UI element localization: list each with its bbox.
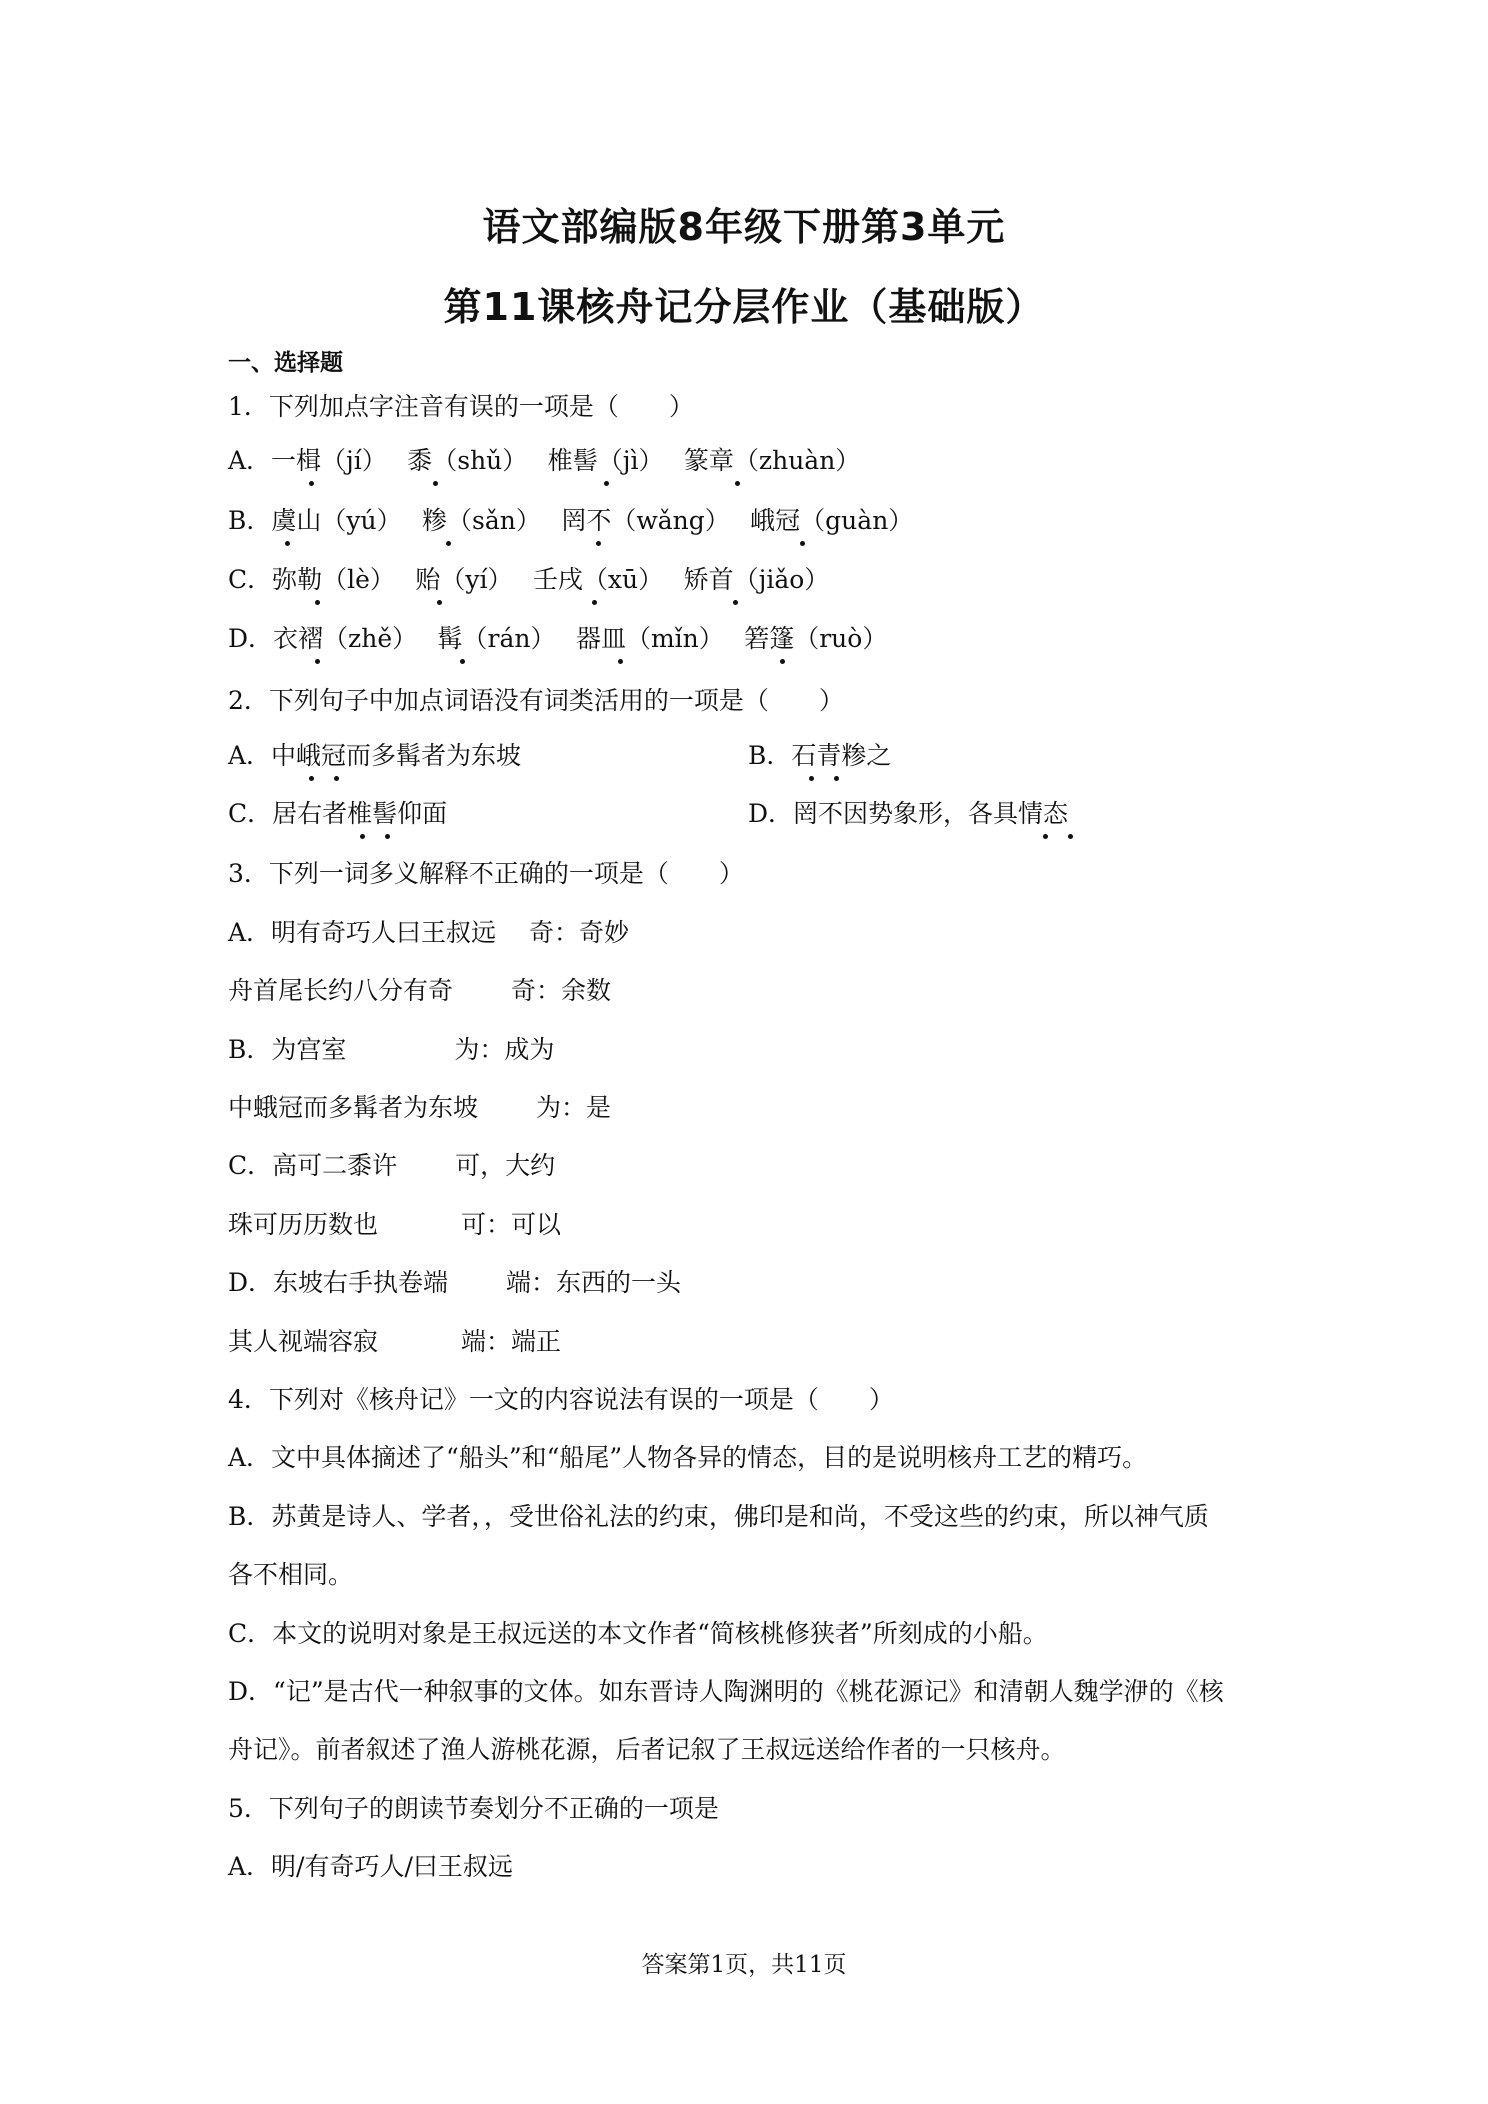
doc-title-line1: 语文部编版8年级下册第3单元: [482, 205, 1006, 249]
q4-stem: 4．下列对《核舟记》一文的内容说法有误的一项是（ ）: [228, 1385, 894, 1414]
emphasis-dot: [315, 659, 320, 664]
emphasis-dot: [309, 776, 314, 781]
page-footer: 答案第1页，共11页: [641, 1952, 847, 1978]
emphasis-dot: [446, 541, 451, 546]
q4-option-b2: 各不相同。: [228, 1560, 354, 1589]
q4-option-b1: B．苏黄是诗人、学者，，受世俗礼法的约束，佛印是和尚，不受这些的约束，所以神气质: [228, 1502, 1209, 1531]
section-heading: 一、选择题: [228, 350, 343, 376]
q1-option-b: [228, 504, 913, 538]
emphasis-dot: [433, 481, 438, 486]
doc-title-line2: 第11课核舟记分层作业（基础版）: [443, 285, 1045, 329]
q1-option-d-text: D．衣褶（zhě） 髯（rán） 器皿（mǐn） 箬篷（ruò）: [228, 624, 888, 653]
emphasis-dot: [592, 600, 597, 605]
q1-stem: 1．下列加点字注音有误的一项是（ ）: [228, 392, 694, 421]
q2-option-d: D．罔不因势象形，各具情态: [748, 799, 1069, 828]
q5-option-a: A．明/有奇巧人/曰王叔远: [228, 1852, 513, 1881]
q4-option-d1: D．“记”是古代一种叙事的文体。如东晋诗人陶渊明的《桃花源记》和清朝人魏学洢的《核: [228, 1677, 1224, 1706]
emphasis-dot: [360, 834, 365, 839]
emphasis-dot: [618, 659, 623, 664]
emphasis-dot: [733, 600, 738, 605]
q3-option-d1: D．东坡右手执卷端 端：东西的一头: [228, 1268, 681, 1297]
emphasis-dot: [780, 659, 785, 664]
q2-option-b: B．石青糁之: [748, 741, 892, 770]
q3-option-c1: C．高可二黍许 可，大约: [228, 1151, 556, 1180]
q3-option-a2: 舟首尾长约八分有奇 奇：余数: [228, 976, 611, 1005]
q3-stem: 3．下列一词多义解释不正确的一项是（ ）: [228, 859, 744, 888]
emphasis-dot: [604, 481, 609, 486]
q1-option-c: [228, 563, 829, 597]
emphasis-dot: [1068, 834, 1073, 839]
emphasis-dot: [1043, 834, 1048, 839]
emphasis-dot: [315, 600, 320, 605]
q2-option-a: A．中峨冠而多髯者为东坡: [228, 741, 522, 770]
q1-option-b-text: B．虞山（yú） 糁（sǎn） 罔不（wǎng） 峨冠（guàn）: [228, 506, 914, 535]
emphasis-dot: [735, 481, 740, 486]
emphasis-dot: [460, 659, 465, 664]
emphasis-dot: [596, 541, 601, 546]
emphasis-dot: [385, 834, 390, 839]
q4-option-a: A．文中具体摘述了“船头”和“船尾”人物各异的情态，目的是说明核舟工艺的精巧。: [228, 1443, 1148, 1472]
emphasis-dot: [800, 541, 805, 546]
q1-option-c-text: C．弥勒（lè） 贻（yí） 壬戌（xū） 矫首（jiǎo）: [228, 565, 830, 594]
emphasis-dot: [309, 481, 314, 486]
q3-option-a1: A．明有奇巧人曰王叔远 奇：奇妙: [228, 918, 630, 947]
q2-stem: 2．下列句子中加点词语没有词类活用的一项是（ ）: [228, 686, 844, 715]
q2-option-c: C．居右者椎髻仰面: [228, 799, 448, 828]
q1-option-a: [228, 444, 860, 478]
emphasis-dot: [285, 541, 290, 546]
emphasis-dot: [437, 600, 442, 605]
emphasis-dot: [334, 776, 339, 781]
q4-option-c: C．本文的说明对象是王叔远送的本文作者“简核桃修狭者”所刻成的小船。: [228, 1619, 1048, 1648]
q1-option-d: [228, 622, 887, 656]
q3-option-d2: 其人视端容寂 端：端正: [228, 1327, 561, 1356]
q4-option-d2: 舟记》。前者叙述了渔人游桃花源，后者记叙了王叔远送给作者的一只核舟。: [228, 1735, 1066, 1764]
q1-option-a-text: A．一楫（jí） 黍（shǔ） 椎髻（jì） 篆章（zhuàn）: [228, 446, 861, 475]
emphasis-dot: [834, 776, 839, 781]
q5-stem: 5．下列句子的朗读节奏划分不正确的一项是: [228, 1794, 719, 1823]
emphasis-dot: [809, 776, 814, 781]
q3-option-b2: 中蛾冠而多髯者为东坡 为：是: [228, 1093, 611, 1122]
q3-option-c2: 珠可历历数也 可：可以: [228, 1210, 561, 1239]
q3-option-b1: B．为宫室 为：成为: [228, 1035, 555, 1064]
